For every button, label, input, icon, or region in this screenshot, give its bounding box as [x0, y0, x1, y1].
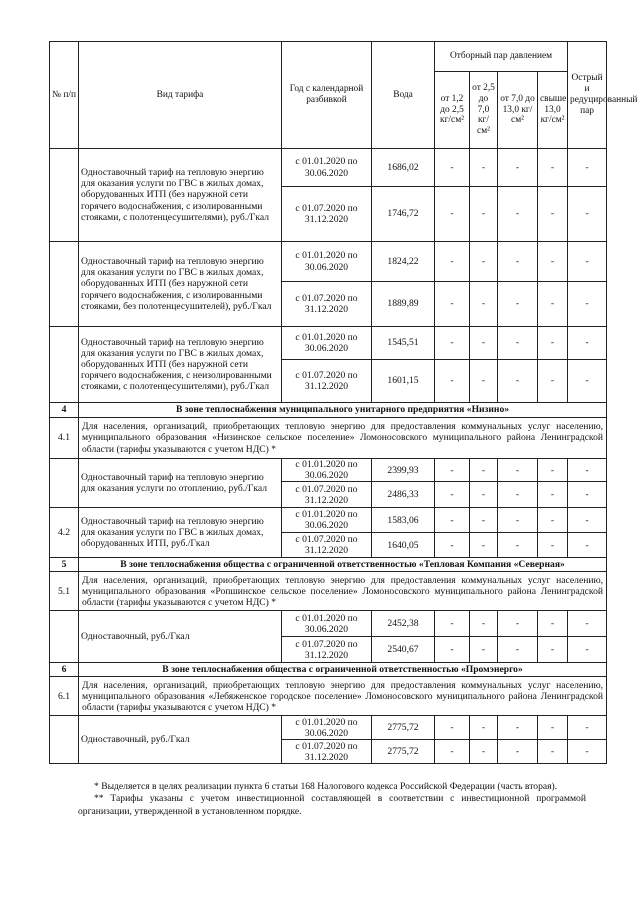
- section-title: В зоне теплоснабжения муниципального унитарного предприятия «Низино»: [79, 403, 607, 418]
- tariff-desc: Одноставочный тариф на тепловую энергию для оказания услуги по ГВС в жилых домах, оборудованных ИТП, руб./Гкал: [79, 508, 282, 558]
- footnote-2: ** Тарифы указаны с учетом инвестиционной составляющей в соответствии с инвестиционной программой организации, утвержденной в установленном порядке.: [78, 793, 586, 817]
- empty-value-dash: -: [568, 187, 607, 242]
- water-value: 2399,93: [372, 459, 435, 482]
- empty-value-dash: -: [435, 716, 470, 740]
- period-cell: с 01.01.2020 по 30.06.2020: [282, 327, 372, 360]
- water-value: 2486,33: [372, 482, 435, 508]
- col-p3-header: от 7,0 до 13,0 кг/см²: [498, 72, 538, 149]
- col-p2-header: от 2,5 до 7,0 кг/см²: [470, 72, 498, 149]
- table-row: [50, 459, 607, 482]
- empty-value-dash: -: [498, 327, 538, 360]
- water-value: 1686,02: [372, 149, 435, 187]
- tariff-desc: Одноставочный, руб./Гкал: [79, 611, 282, 663]
- empty-value-dash: -: [470, 282, 498, 327]
- empty-value-dash: -: [568, 459, 607, 482]
- empty-value-dash: -: [470, 360, 498, 403]
- tariff-desc: Одноставочный тариф на тепловую энергию для оказания услуги по ГВС в жилых домах, оборудованных ИТП (без наружной сети горячего водоснабжения, с изолированными стояками, с полотенцесушителями), руб./Гкал: [79, 149, 282, 242]
- empty-value-dash: -: [568, 637, 607, 663]
- empty-value-dash: -: [538, 360, 568, 403]
- empty-value-dash: -: [538, 149, 568, 187]
- empty-value-dash: -: [568, 533, 607, 558]
- section-number: 6: [50, 663, 79, 677]
- tariff-desc: Одноставочный тариф на тепловую энергию для оказания услуги по отоплению, руб./Гкал: [79, 459, 282, 508]
- empty-value-dash: -: [470, 459, 498, 482]
- empty-value-dash: -: [435, 360, 470, 403]
- section-number: 5: [50, 558, 79, 572]
- table-row: [50, 242, 607, 282]
- section-number: 4: [50, 403, 79, 418]
- subsection-text: Для населения, организаций, приобретающих тепловую энергию для предоставления коммунальных услуг населению, муниципального образования «Ропшинское сельское поселение» Ломоносовского муниципального района Ленинградской области (тарифы указываются с учетом НДС) *: [79, 572, 607, 611]
- period-cell: с 01.07.2020 по 31.12.2020: [282, 482, 372, 508]
- empty-value-dash: -: [435, 242, 470, 282]
- period-cell: с 01.07.2020 по 31.12.2020: [282, 187, 372, 242]
- section-title: В зоне теплоснабжения общества с ограниченной ответственностью «Промэнерго»: [79, 663, 607, 677]
- empty-value-dash: -: [498, 716, 538, 740]
- period-cell: с 01.01.2020 по 30.06.2020: [282, 611, 372, 637]
- empty-value-dash: -: [470, 611, 498, 637]
- footnotes: [78, 781, 586, 818]
- empty-value-dash: -: [435, 149, 470, 187]
- empty-value-dash: -: [568, 149, 607, 187]
- empty-value-dash: -: [470, 482, 498, 508]
- empty-value-dash: -: [498, 740, 538, 764]
- water-value: 2775,72: [372, 716, 435, 740]
- col-steam-header: Отборный пар давлением: [435, 42, 568, 72]
- water-value: 2775,72: [372, 740, 435, 764]
- subsection-text: Для населения, организаций, приобретающих тепловую энергию для предоставления коммунальных услуг населению, муниципального образования «Лебяженское городское поселение» Ломоносовского муниципального района Ленинградской области (тарифы указываются с учетом НДС) *: [79, 677, 607, 716]
- water-value: 1889,89: [372, 282, 435, 327]
- table-row: [50, 716, 607, 740]
- table-row: [50, 327, 607, 360]
- subsection-number: 5.1: [50, 572, 79, 611]
- water-value: 2540,67: [372, 637, 435, 663]
- empty-value-dash: -: [435, 533, 470, 558]
- empty-value-dash: -: [538, 716, 568, 740]
- subsection-number: 4.2: [50, 508, 79, 558]
- empty-value-dash: -: [538, 533, 568, 558]
- period-cell: с 01.01.2020 по 30.06.2020: [282, 508, 372, 533]
- tariff-desc: Одноставочный тариф на тепловую энергию для оказания услуги по ГВС в жилых домах, оборудованных ИТП (без наружной сети горячего водоснабжения, с неизолированными стояками, с полотенцесушителями), руб./Гкал: [79, 327, 282, 403]
- empty-value-dash: -: [470, 716, 498, 740]
- col-sharp-header: Острый и редуцированный пар: [568, 42, 607, 149]
- section-row: [50, 663, 607, 677]
- empty-value-dash: -: [435, 637, 470, 663]
- subsection-row: [50, 572, 607, 611]
- empty-value-dash: -: [568, 740, 607, 764]
- empty-value-dash: -: [538, 327, 568, 360]
- empty-value-dash: -: [470, 508, 498, 533]
- empty-value-dash: -: [568, 716, 607, 740]
- empty-value-dash: -: [470, 187, 498, 242]
- col-p1-header: от 1,2 до 2,5 кг/см²: [435, 72, 470, 149]
- empty-value-dash: -: [568, 611, 607, 637]
- empty-value-dash: -: [538, 740, 568, 764]
- water-value: 1601,15: [372, 360, 435, 403]
- footnote-1: * Выделяется в целях реализации пункта 6 статьи 168 Налогового кодекса Российской Федерации (часть вторая).: [94, 781, 558, 792]
- empty-value-dash: -: [470, 637, 498, 663]
- table-row: [50, 149, 607, 187]
- subsection-number: 4.1: [50, 418, 79, 459]
- empty-value-dash: -: [498, 637, 538, 663]
- empty-value-dash: -: [498, 508, 538, 533]
- period-cell: с 01.01.2020 по 30.06.2020: [282, 459, 372, 482]
- empty-value-dash: -: [435, 282, 470, 327]
- subsection-number: 6.1: [50, 677, 79, 716]
- empty-value-dash: -: [435, 740, 470, 764]
- water-value: 1824,22: [372, 242, 435, 282]
- tariff-desc: Одноставочный тариф на тепловую энергию для оказания услуги по ГВС в жилых домах, оборудованных ИТП (без наружной сети горячего водоснабжения, с изолированными стояками, без полотенцесушителей), руб./Гкал: [79, 242, 282, 327]
- empty-value-dash: -: [568, 482, 607, 508]
- empty-value-dash: -: [538, 637, 568, 663]
- empty-value-dash: -: [435, 482, 470, 508]
- water-value: 1583,06: [372, 508, 435, 533]
- empty-value-dash: -: [498, 611, 538, 637]
- empty-value-dash: -: [435, 611, 470, 637]
- table-row: [50, 508, 607, 533]
- tariff-desc: Одноставочный, руб./Гкал: [79, 716, 282, 764]
- empty-value-dash: -: [538, 242, 568, 282]
- period-cell: с 01.07.2020 по 31.12.2020: [282, 637, 372, 663]
- subsection-text: Для населения, организаций, приобретающих тепловую энергию для предоставления коммунальных услуг населению, муниципального образования «Низинское сельское поселение» Ломоносовского муниципального района Ленинградской области (тарифы указываются с учетом НДС) *: [79, 418, 607, 459]
- empty-value-dash: -: [538, 187, 568, 242]
- empty-value-dash: -: [568, 508, 607, 533]
- empty-value-dash: -: [435, 327, 470, 360]
- subsection-row: [50, 677, 607, 716]
- empty-value-dash: -: [470, 740, 498, 764]
- empty-value-dash: -: [538, 611, 568, 637]
- empty-value-dash: -: [435, 187, 470, 242]
- empty-value-dash: -: [498, 459, 538, 482]
- period-cell: с 01.01.2020 по 30.06.2020: [282, 149, 372, 187]
- empty-value-dash: -: [498, 242, 538, 282]
- period-cell: с 01.01.2020 по 30.06.2020: [282, 716, 372, 740]
- empty-value-dash: -: [538, 282, 568, 327]
- col-water-header: Вода: [372, 42, 435, 149]
- subsection-row: [50, 418, 607, 459]
- period-cell: с 01.07.2020 по 31.12.2020: [282, 740, 372, 764]
- empty-value-dash: -: [498, 149, 538, 187]
- col-p4-header: свыше 13,0 кг/см²: [538, 72, 568, 149]
- empty-value-dash: -: [538, 508, 568, 533]
- header-row: [50, 42, 607, 72]
- empty-value-dash: -: [470, 149, 498, 187]
- empty-value-dash: -: [435, 459, 470, 482]
- empty-value-dash: -: [498, 533, 538, 558]
- period-cell: с 01.01.2020 по 30.06.2020: [282, 242, 372, 282]
- empty-value-dash: -: [498, 282, 538, 327]
- empty-value-dash: -: [568, 242, 607, 282]
- tariff-table: [49, 41, 638, 764]
- table-row: [50, 611, 607, 637]
- empty-value-dash: -: [568, 282, 607, 327]
- col-year-header: Год с календарной разбивкой: [282, 42, 372, 149]
- empty-value-dash: -: [498, 360, 538, 403]
- col-tariff-header: Вид тарифа: [79, 42, 282, 149]
- col-num-header: № п/п: [50, 42, 79, 149]
- period-cell: с 01.07.2020 по 31.12.2020: [282, 282, 372, 327]
- empty-value-dash: -: [435, 508, 470, 533]
- section-row: [50, 558, 607, 572]
- section-row: [50, 403, 607, 418]
- empty-value-dash: -: [538, 482, 568, 508]
- empty-value-dash: -: [470, 327, 498, 360]
- empty-value-dash: -: [568, 327, 607, 360]
- section-title: В зоне теплоснабжения общества с ограниченной ответственностью «Тепловая Компания «Северная»: [79, 558, 607, 572]
- water-value: 1746,72: [372, 187, 435, 242]
- empty-value-dash: -: [568, 360, 607, 403]
- period-cell: с 01.07.2020 по 31.12.2020: [282, 533, 372, 558]
- period-cell: с 01.07.2020 по 31.12.2020: [282, 360, 372, 403]
- empty-value-dash: -: [470, 242, 498, 282]
- water-value: 1640,05: [372, 533, 435, 558]
- empty-value-dash: -: [498, 482, 538, 508]
- empty-value-dash: -: [498, 187, 538, 242]
- water-value: 2452,38: [372, 611, 435, 637]
- empty-value-dash: -: [538, 459, 568, 482]
- water-value: 1545,51: [372, 327, 435, 360]
- empty-value-dash: -: [470, 533, 498, 558]
